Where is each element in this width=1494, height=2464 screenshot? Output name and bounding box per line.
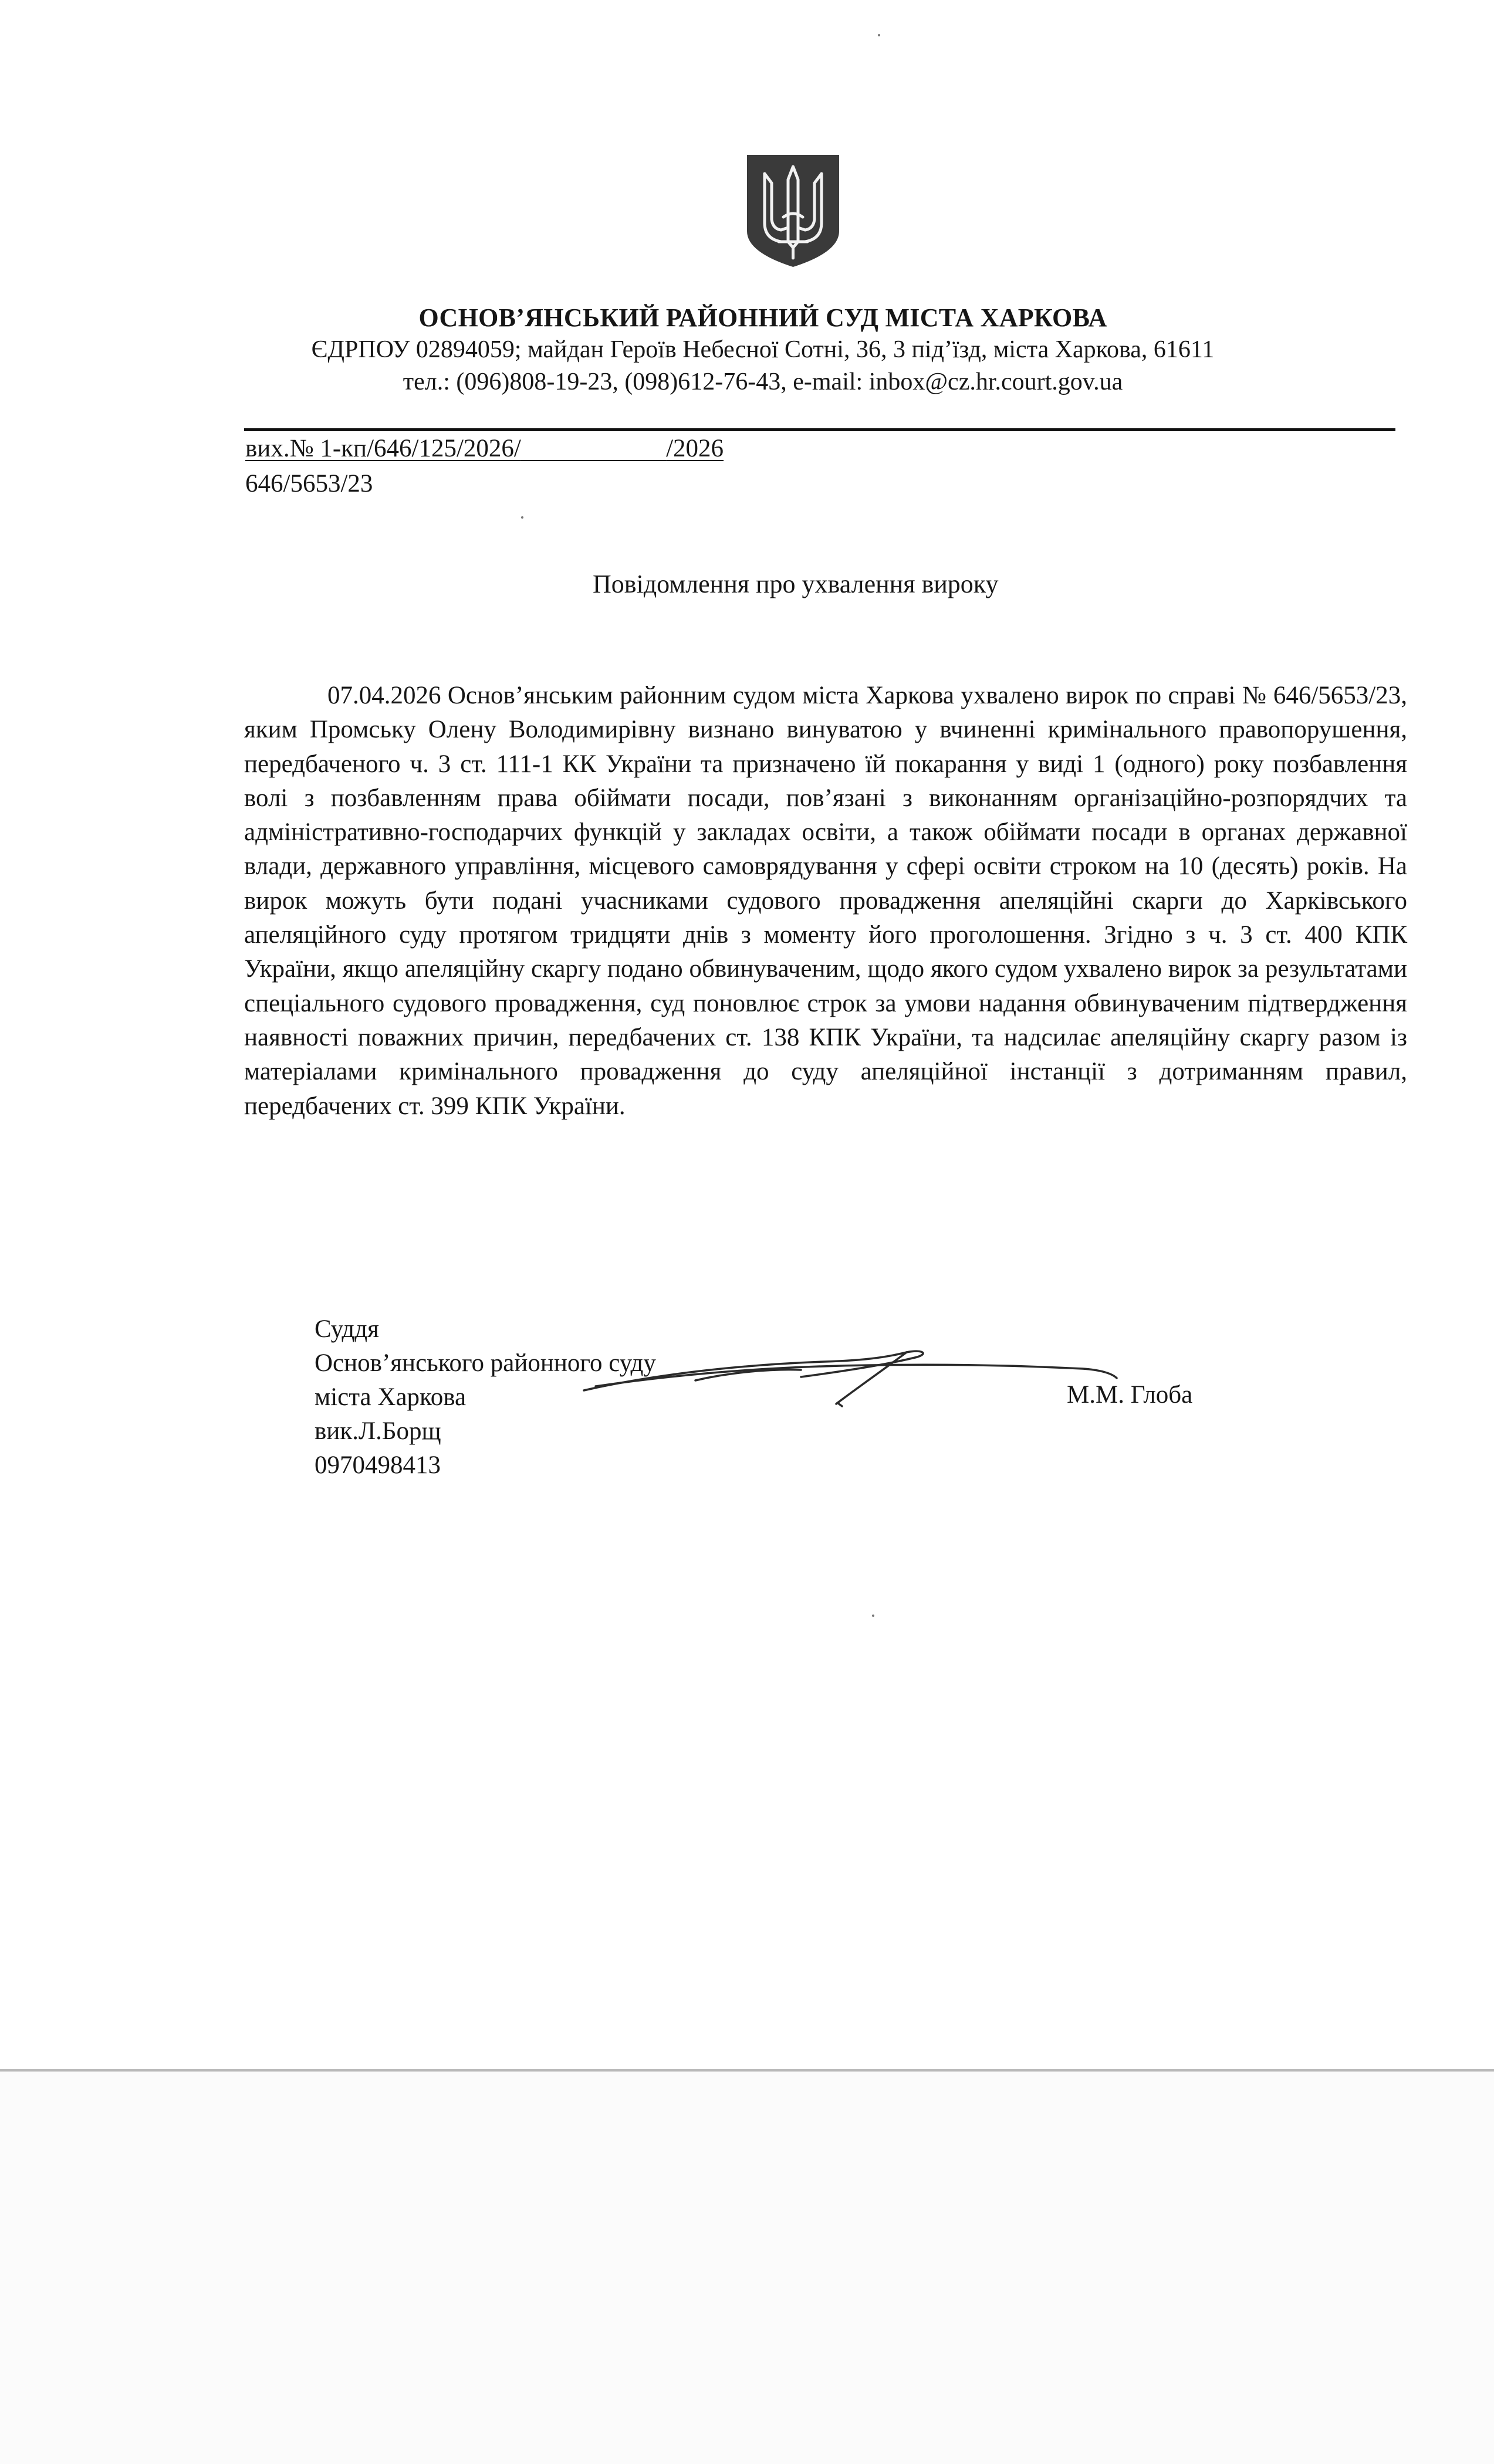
document-body: 07.04.2026 Основ’янським районним судом міста Харкова ухвалено вирок по справі № 646/5653/23, яким Промську Олену Володимирівну визнано винуватою у вчиненні кримінального правопорушення, передбаченого ч. 3 ст. 111-1 КК України та призначено їй покарання у виді 1 (одного) року позбавлення волі з позбавленням права обіймати посади, пов’язані з виконанням організаційно-розпорядчих та адміністративно-господарчих функцій у закладах освіти, а також обіймати посади в органах державної влади, державного управління, місцевого самоврядування у сфері освіти строком на 10 (десять) років. На вирок можуть бути подані учасниками судового провадження апеляційні скарги до Харківського апеляційного суду протягом тридцяти днів з моменту його проголошення. Згідно з ч. 3 ст. 400 КПК України, якщо апеляційну скаргу подано обвинуваченим, щодо якого судом ухвалено вирок за результатами спеціального судового провадження, суд поновлює строк за умови надання обвинуваченим підтвердження наявності поважних причин, передбачених ст. 138 КПК України, та надсилає апеляційну скаргу разом із матеріалами кримінального провадження до суду апеляційної інстанції з дотриманням правил, передбачених ст. 399 КПК України. [244,682,1407,1120]
court-contacts: тел.: (096)808-19-23, (098)612-76-43, e-mail: inbox@cz.hr.court.gov.ua [403,368,1123,395]
judge-city-line: міста Харкова [315,1383,467,1411]
court-address: ЄДРПОУ 02894059; майдан Героїв Небесної Сотні, 36, 3 під’їзд, міста Харкова, 61611 [311,336,1215,363]
scan-background [0,2072,1494,2464]
handwritten-signature [578,1335,1141,1423]
judge-court-line: Основ’янського районного суду [315,1349,656,1377]
court-name: ОСНОВ’ЯНСЬКИЙ РАЙОННИЙ СУД МІСТА ХАРКОВА [418,303,1107,332]
scan-speck [872,1615,874,1617]
case-number: 646/5653/23 [245,470,373,497]
outgoing-number [245,434,724,463]
executor-phone: 0970498413 [315,1451,441,1479]
outgoing-number-prefix: вих.№ 1-кп/646/125/2026/ [245,435,521,462]
coat-of-arms-emblem [745,154,841,268]
document-title: Повідомлення про ухвалення вироку [593,570,999,598]
executor-name: вик.Л.Борщ [315,1417,441,1445]
scan-speck [521,516,523,519]
outgoing-number-blank [521,435,666,462]
judge-position: Суддя [315,1315,379,1343]
outgoing-number-year: /2026 [666,435,724,462]
header-divider [244,428,1395,431]
judge-name: М.М. Глоба [1067,1381,1193,1409]
scan-speck [878,34,880,36]
